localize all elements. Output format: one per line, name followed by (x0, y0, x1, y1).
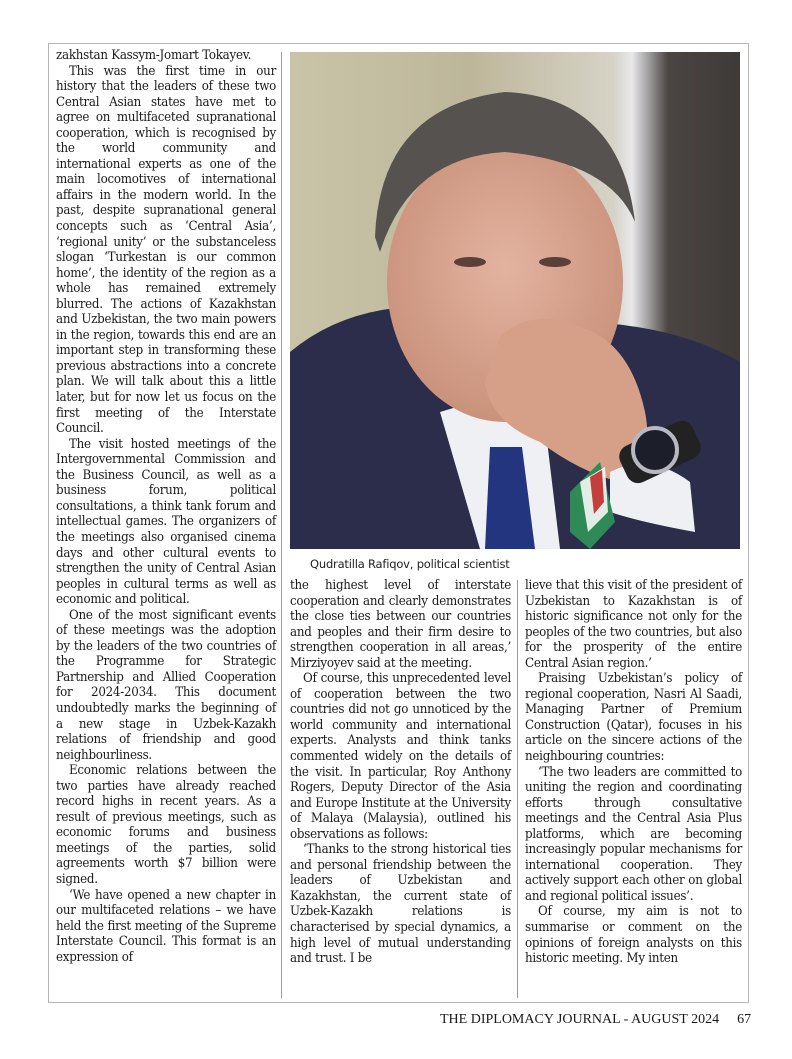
paragraph: The visit hosted meetings of the Intergovernmental Commission and the Business Council, as well as a business forum, political consultations, a think tank forum and intellectual games. The organizers of the meetings also organised cinema days and other cultural events to strengthen the unity of Central Asian peoples in cultural terms as well as economic and political. (56, 436, 276, 608)
journal-title: THE DIPLOMACY JOURNAL - AUGUST 2024 (440, 1012, 720, 1027)
portrait-illustration (290, 52, 740, 549)
paragraph: Praising Uzbekistan’s policy of regional cooperation, Nasri Al Saadi, Managing Partner of Premium Construction (Qatar), focuses in his article on the sincere actions of the neighbouring countries: (525, 671, 742, 765)
article-column-1 (56, 48, 276, 965)
watch-face (633, 428, 677, 472)
paragraph: This was the first time in our history that the leaders of these two Central Asian states have met to agree on multifaceted supranational cooperation, which is recognised by the world community and international experts as one of the main locomotives of international affairs in the modern world. In the past, despite supranational general concepts such as ‘Central Asia’, ‘regional unity’ or the substanceless slogan ‘Turkestan is our common home’, the identity of the region as a whole has remained extremely blurred. The actions of Kazakhstan and Uzbekistan, the two main powers in the region, towards this end are an important step in transforming these previous abstractions into a concrete plan. We will talk about this a little later, but for now let us focus on the first meeting of the Interstate Council. (56, 63, 276, 437)
paragraph: Economic relations between the two parties have already reached record highs in recent years. As a result of previous meetings, such as economic forums and business meetings of the parties, solid agreements worth $7 billion were signed. (56, 763, 276, 887)
portrait-photo (290, 52, 740, 549)
paragraph: Of course, my aim is not to summarise or comment on the opinions of foreign analysts on this historic meeting. My inten (525, 904, 742, 967)
paragraph: the highest level of interstate cooperation and clearly demonstrates the close ties between our countries and peoples and their firm desire to strengthen cooperation in all areas,’ Mirziyoyev said at the meeting. (290, 578, 511, 671)
photo-caption: Qudratilla Rafiqov, political scientist (310, 557, 510, 571)
column-divider (517, 580, 518, 998)
paragraph: zakhstan Kassym-Jomart Tokayev. (56, 48, 252, 63)
paragraph: One of the most significant events of these meetings was the adoption by the leaders of the two countries of the Programme for Strategic Partnership and Allied Cooperation for 2024-2034. This document undoubtedly marks the beginning of a new stage in Uzbek-Kazakh relations of friendship and good neighbourliness. (56, 607, 276, 763)
paragraph: ‘The two leaders are committed to uniting the region and coordinating efforts through consultative meetings and the Central Asia Plus platforms, which are becoming increasingly popular mechanisms for international cooperation. They actively support each other on global and regional political issues’. (525, 764, 742, 904)
column-divider (281, 52, 282, 998)
page-number: 67 (737, 1012, 752, 1027)
page-footer (440, 1012, 750, 1028)
eye-shape (454, 257, 486, 267)
paragraph: ‘We have opened a new chapter in our multifaceted relations – we have held the first meeting of the Supreme Interstate Council. This format is an expression of (56, 887, 276, 965)
article-column-3 (525, 578, 742, 967)
eye-shape (539, 257, 571, 267)
paragraph: ‘Thanks to the strong historical ties and personal friendship between the leaders of Uzbekistan and Kazakhstan, the current state of Uzbek-Kazakh relations is characterised by special dynamics, a high level of mutual understanding and trust. I be (290, 842, 511, 967)
article-column-2 (290, 578, 511, 967)
paragraph: Of course, this unprecedented level of cooperation between the two countries did not go unnoticed by the world community and international experts. Analysts and think tanks commented widely on the details of the visit. In particular, Roy Anthony Rogers, Deputy Director of the Asia and Europe Institute at the University of Malaya (Malaysia), outlined his observations as follows: (290, 671, 511, 842)
paragraph: lieve that this visit of the president of Uzbekistan to Kazakhstan is of historic significance not only for the peoples of the two countries, but also for the prosperity of the entire Central Asian region.’ (525, 578, 742, 671)
